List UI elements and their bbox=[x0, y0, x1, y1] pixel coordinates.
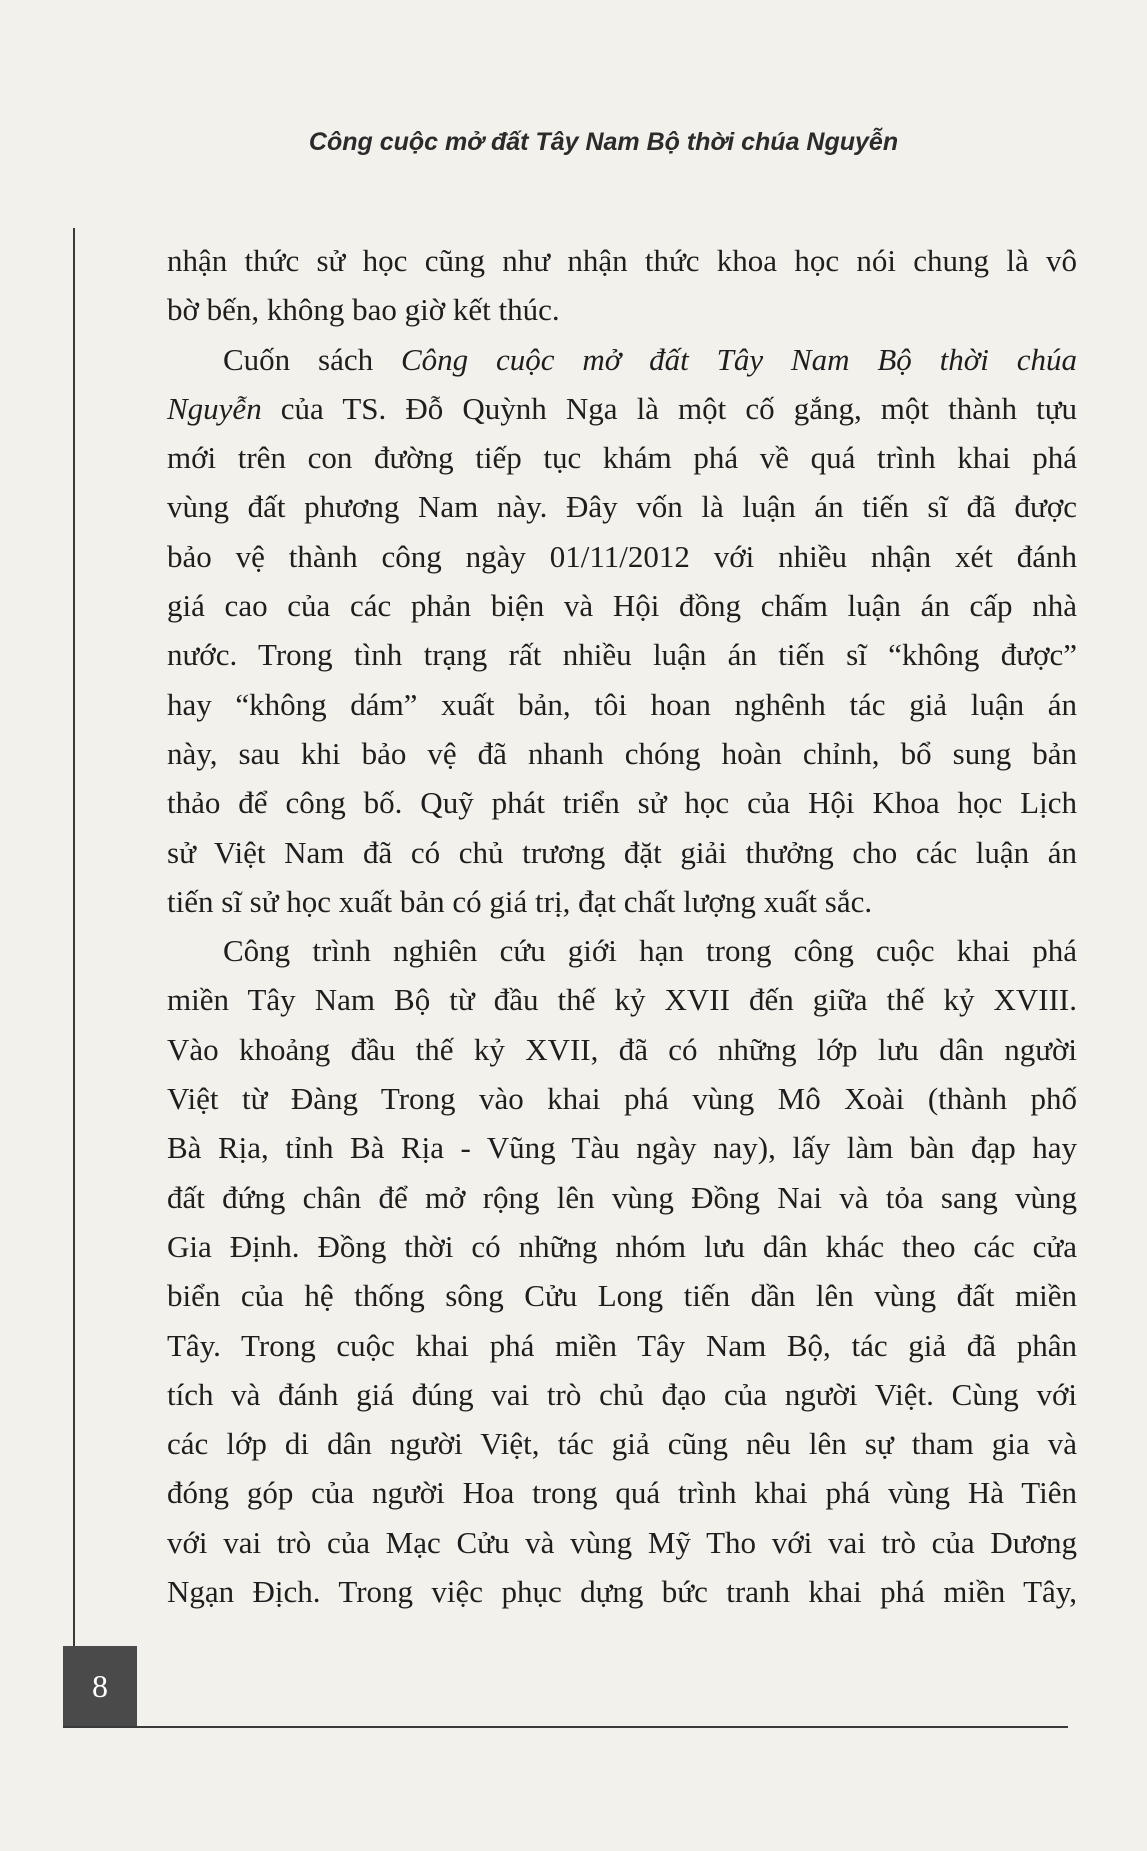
book-title-italic: Nguyễn bbox=[167, 390, 262, 426]
page-number-box bbox=[63, 1646, 137, 1726]
text-line: vùng đất phương Nam này. Đây vốn là luận án tiến sĩ đã được bbox=[167, 489, 1077, 525]
text-run: Cuốn sách bbox=[223, 341, 374, 377]
book-title-italic: Công cuộc mở đất Tây Nam Bộ thời chúa bbox=[400, 341, 1078, 377]
text-line: Vào khoảng đầu thế kỷ XVII, đã có những lớp lưu dân người bbox=[167, 1031, 1077, 1067]
text-line: các lớp di dân người Việt, tác giả cũng nêu lên sự tham gia và bbox=[167, 1426, 1077, 1462]
text-line bbox=[167, 335, 1077, 384]
body-text bbox=[167, 236, 1077, 1616]
text-line: miền Tây Nam Bộ từ đầu thế kỷ XVII đến giữa thế kỷ XVIII. bbox=[167, 982, 1077, 1018]
text-line: bờ bến, không bao giờ kết thúc. bbox=[167, 292, 560, 328]
page-number: 8 bbox=[92, 1667, 108, 1704]
text-line: này, sau khi bảo vệ đã nhanh chóng hoàn chỉnh, bổ sung bản bbox=[167, 735, 1077, 771]
text-line: tiến sĩ sử học xuất bản có giá trị, đạt chất lượng xuất sắc. bbox=[167, 883, 873, 919]
text-line: sử Việt Nam đã có chủ trương đặt giải thưởng cho các luận án bbox=[167, 834, 1077, 870]
bottom-rule bbox=[63, 1726, 1068, 1728]
text-line: bảo vệ thành công ngày 01/11/2012 với nhiều nhận xét đánh bbox=[167, 538, 1077, 574]
text-line: với vai trò của Mạc Cửu và vùng Mỹ Tho với vai trò của Dương bbox=[167, 1524, 1077, 1560]
text-line: Công trình nghiên cứu giới hạn trong công cuộc khai phá bbox=[223, 933, 1077, 969]
text-line: tích và đánh giá đúng vai trò chủ đạo của người Việt. Cùng với bbox=[167, 1376, 1077, 1412]
text-line: Ngạn Địch. Trong việc phục dựng bức tranh khai phá miền Tây, bbox=[167, 1574, 1077, 1610]
text-line: Gia Định. Đồng thời có những nhóm lưu dân khác theo các cửa bbox=[167, 1228, 1077, 1264]
text-line: Tây. Trong cuộc khai phá miền Tây Nam Bộ, tác giả đã phân bbox=[167, 1327, 1077, 1363]
text-line: thảo để công bố. Quỹ phát triển sử học của Hội Khoa học Lịch bbox=[167, 785, 1077, 821]
text-line: nước. Trong tình trạng rất nhiều luận án tiến sĩ “không được” bbox=[167, 637, 1077, 673]
text-line: Việt từ Đàng Trong vào khai phá vùng Mô Xoài (thành phố bbox=[167, 1081, 1077, 1117]
text-line: giá cao của các phản biện và Hội đồng chấm luận án cấp nhà bbox=[167, 588, 1077, 624]
text-line: mới trên con đường tiếp tục khám phá về quá trình khai phá bbox=[167, 440, 1077, 476]
left-margin-rule bbox=[73, 228, 75, 1646]
text-line: đất đứng chân để mở rộng lên vùng Đồng Nai và tỏa sang vùng bbox=[167, 1179, 1077, 1215]
text-run: của TS. Đỗ Quỳnh Nga là một cố gắng, một thành tựu bbox=[280, 390, 1077, 426]
running-header: Công cuộc mở đất Tây Nam Bộ thời chúa Nguyễn bbox=[308, 128, 899, 156]
text-line: hay “không dám” xuất bản, tôi hoan nghênh tác giả luận án bbox=[167, 686, 1077, 722]
text-line: Bà Rịa, tỉnh Bà Rịa - Vũng Tàu ngày nay), lấy làm bàn đạp hay bbox=[167, 1130, 1077, 1166]
text-line bbox=[167, 384, 1077, 433]
text-line: nhận thức sử học cũng như nhận thức khoa học nói chung là vô bbox=[167, 243, 1077, 278]
text-line: đóng góp của người Hoa trong quá trình khai phá vùng Hà Tiên bbox=[167, 1475, 1077, 1511]
text-line: biển của hệ thống sông Cửu Long tiến dần lên vùng đất miền bbox=[167, 1278, 1077, 1314]
